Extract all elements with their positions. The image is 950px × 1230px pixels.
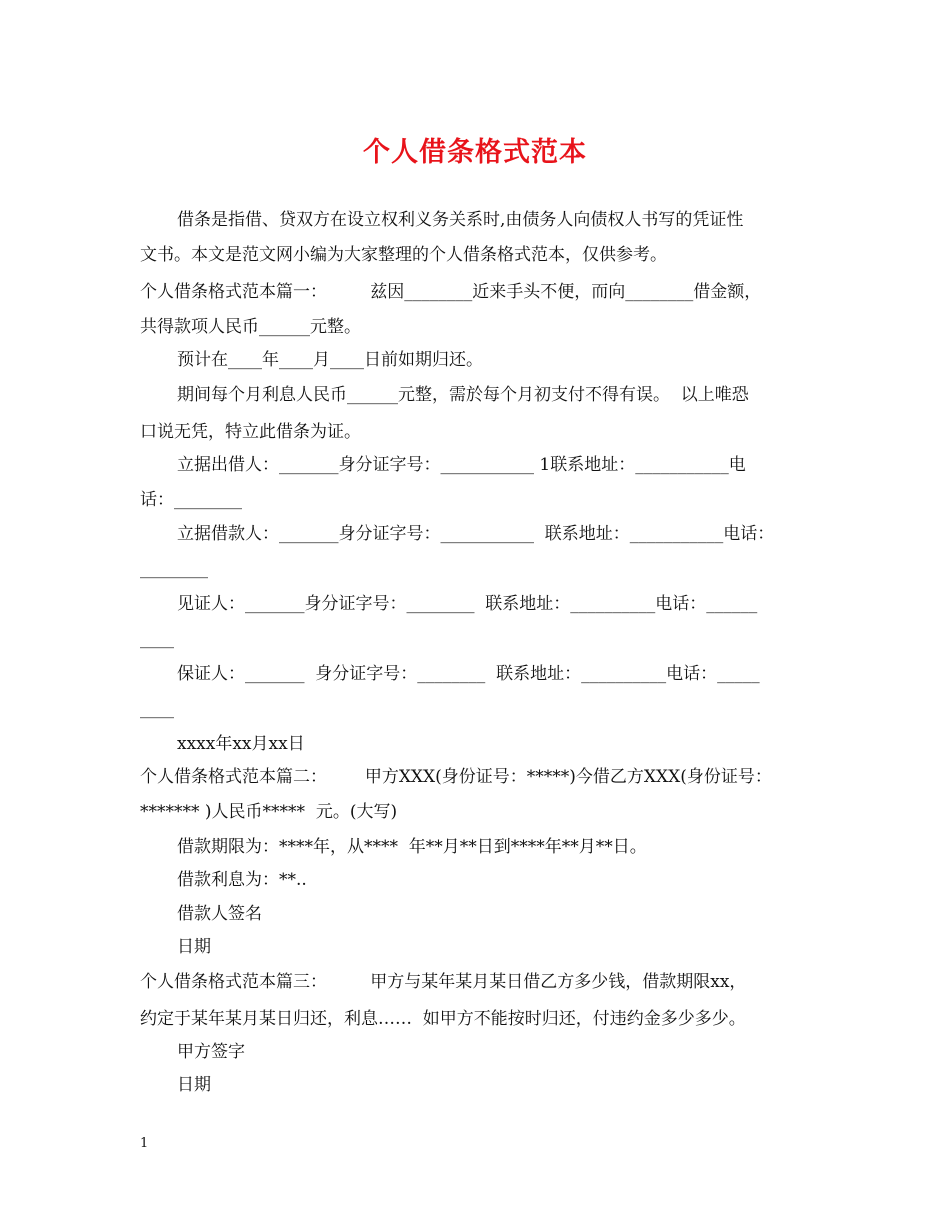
body-line: xxxx年xx月xx日 bbox=[177, 734, 305, 754]
body-line: 借款利息为：**.. bbox=[177, 870, 307, 890]
body-line: 借款人签名 bbox=[177, 904, 262, 924]
body-line: 见证人：_______身分证字号：________ 联系地址：__________电话：______ bbox=[177, 594, 758, 614]
body-line: 预计在____年____月____日前如期归还。 bbox=[177, 350, 483, 370]
body-line: 日期 bbox=[177, 937, 211, 957]
body-line: 立据出借人：_______身分证字号：___________ 1联系地址：___________电 bbox=[177, 455, 746, 475]
body-line: 个人借条格式范本篇二： 甲方XXX(身份证号：*****)今借乙方XXX(身份证号： bbox=[140, 767, 772, 787]
body-line: 个人借条格式范本篇一： 兹因________近来手头不便，而向________借金额， bbox=[140, 282, 762, 302]
body-line: 借款期限为：****年，从**** 年**月**日到****年**月**日。 bbox=[177, 837, 647, 857]
body-line: ____ bbox=[140, 699, 174, 719]
page-number: 1 bbox=[140, 1136, 149, 1151]
body-line: 约定于某年某月某日归还，利息…… 如甲方不能按时归还，付违约金多少多少。 bbox=[140, 1009, 746, 1029]
body-line: 保证人：_______ 身分证字号：________ 联系地址：__________电话：_____ bbox=[177, 664, 760, 684]
body-line: 共得款项人民币______元整。 bbox=[140, 317, 361, 337]
body-line: 话：________ bbox=[140, 490, 242, 510]
document-title: 个人借条格式范本 bbox=[363, 137, 587, 168]
body-line: 个人借条格式范本篇三： 甲方与某年某月某日借乙方多少钱，借款期限xx， bbox=[140, 972, 747, 992]
body-line: 甲方签字 bbox=[177, 1042, 245, 1062]
body-line: ________ bbox=[140, 559, 208, 579]
body-line: 期间每个月利息人民币______元整，需於每个月初支付不得有误。 以上唯恐 bbox=[177, 385, 749, 405]
body-line: 口说无凭，特立此借条为证。 bbox=[140, 422, 361, 442]
body-line: ____ bbox=[140, 629, 174, 649]
body-line: 文书。本文是范文网小编为大家整理的个人借条格式范本，仅供参考。 bbox=[140, 245, 667, 265]
body-line: 日期 bbox=[177, 1075, 211, 1095]
body-line: 立据借款人：_______身分证字号：___________ 联系地址：___________电话： bbox=[177, 524, 775, 544]
body-line: ******* )人民币***** 元。(大写) bbox=[140, 802, 398, 822]
body-line: 借条是指借、贷双方在设立权利义务关系时,由债务人向债权人书写的凭证性 bbox=[177, 210, 744, 230]
